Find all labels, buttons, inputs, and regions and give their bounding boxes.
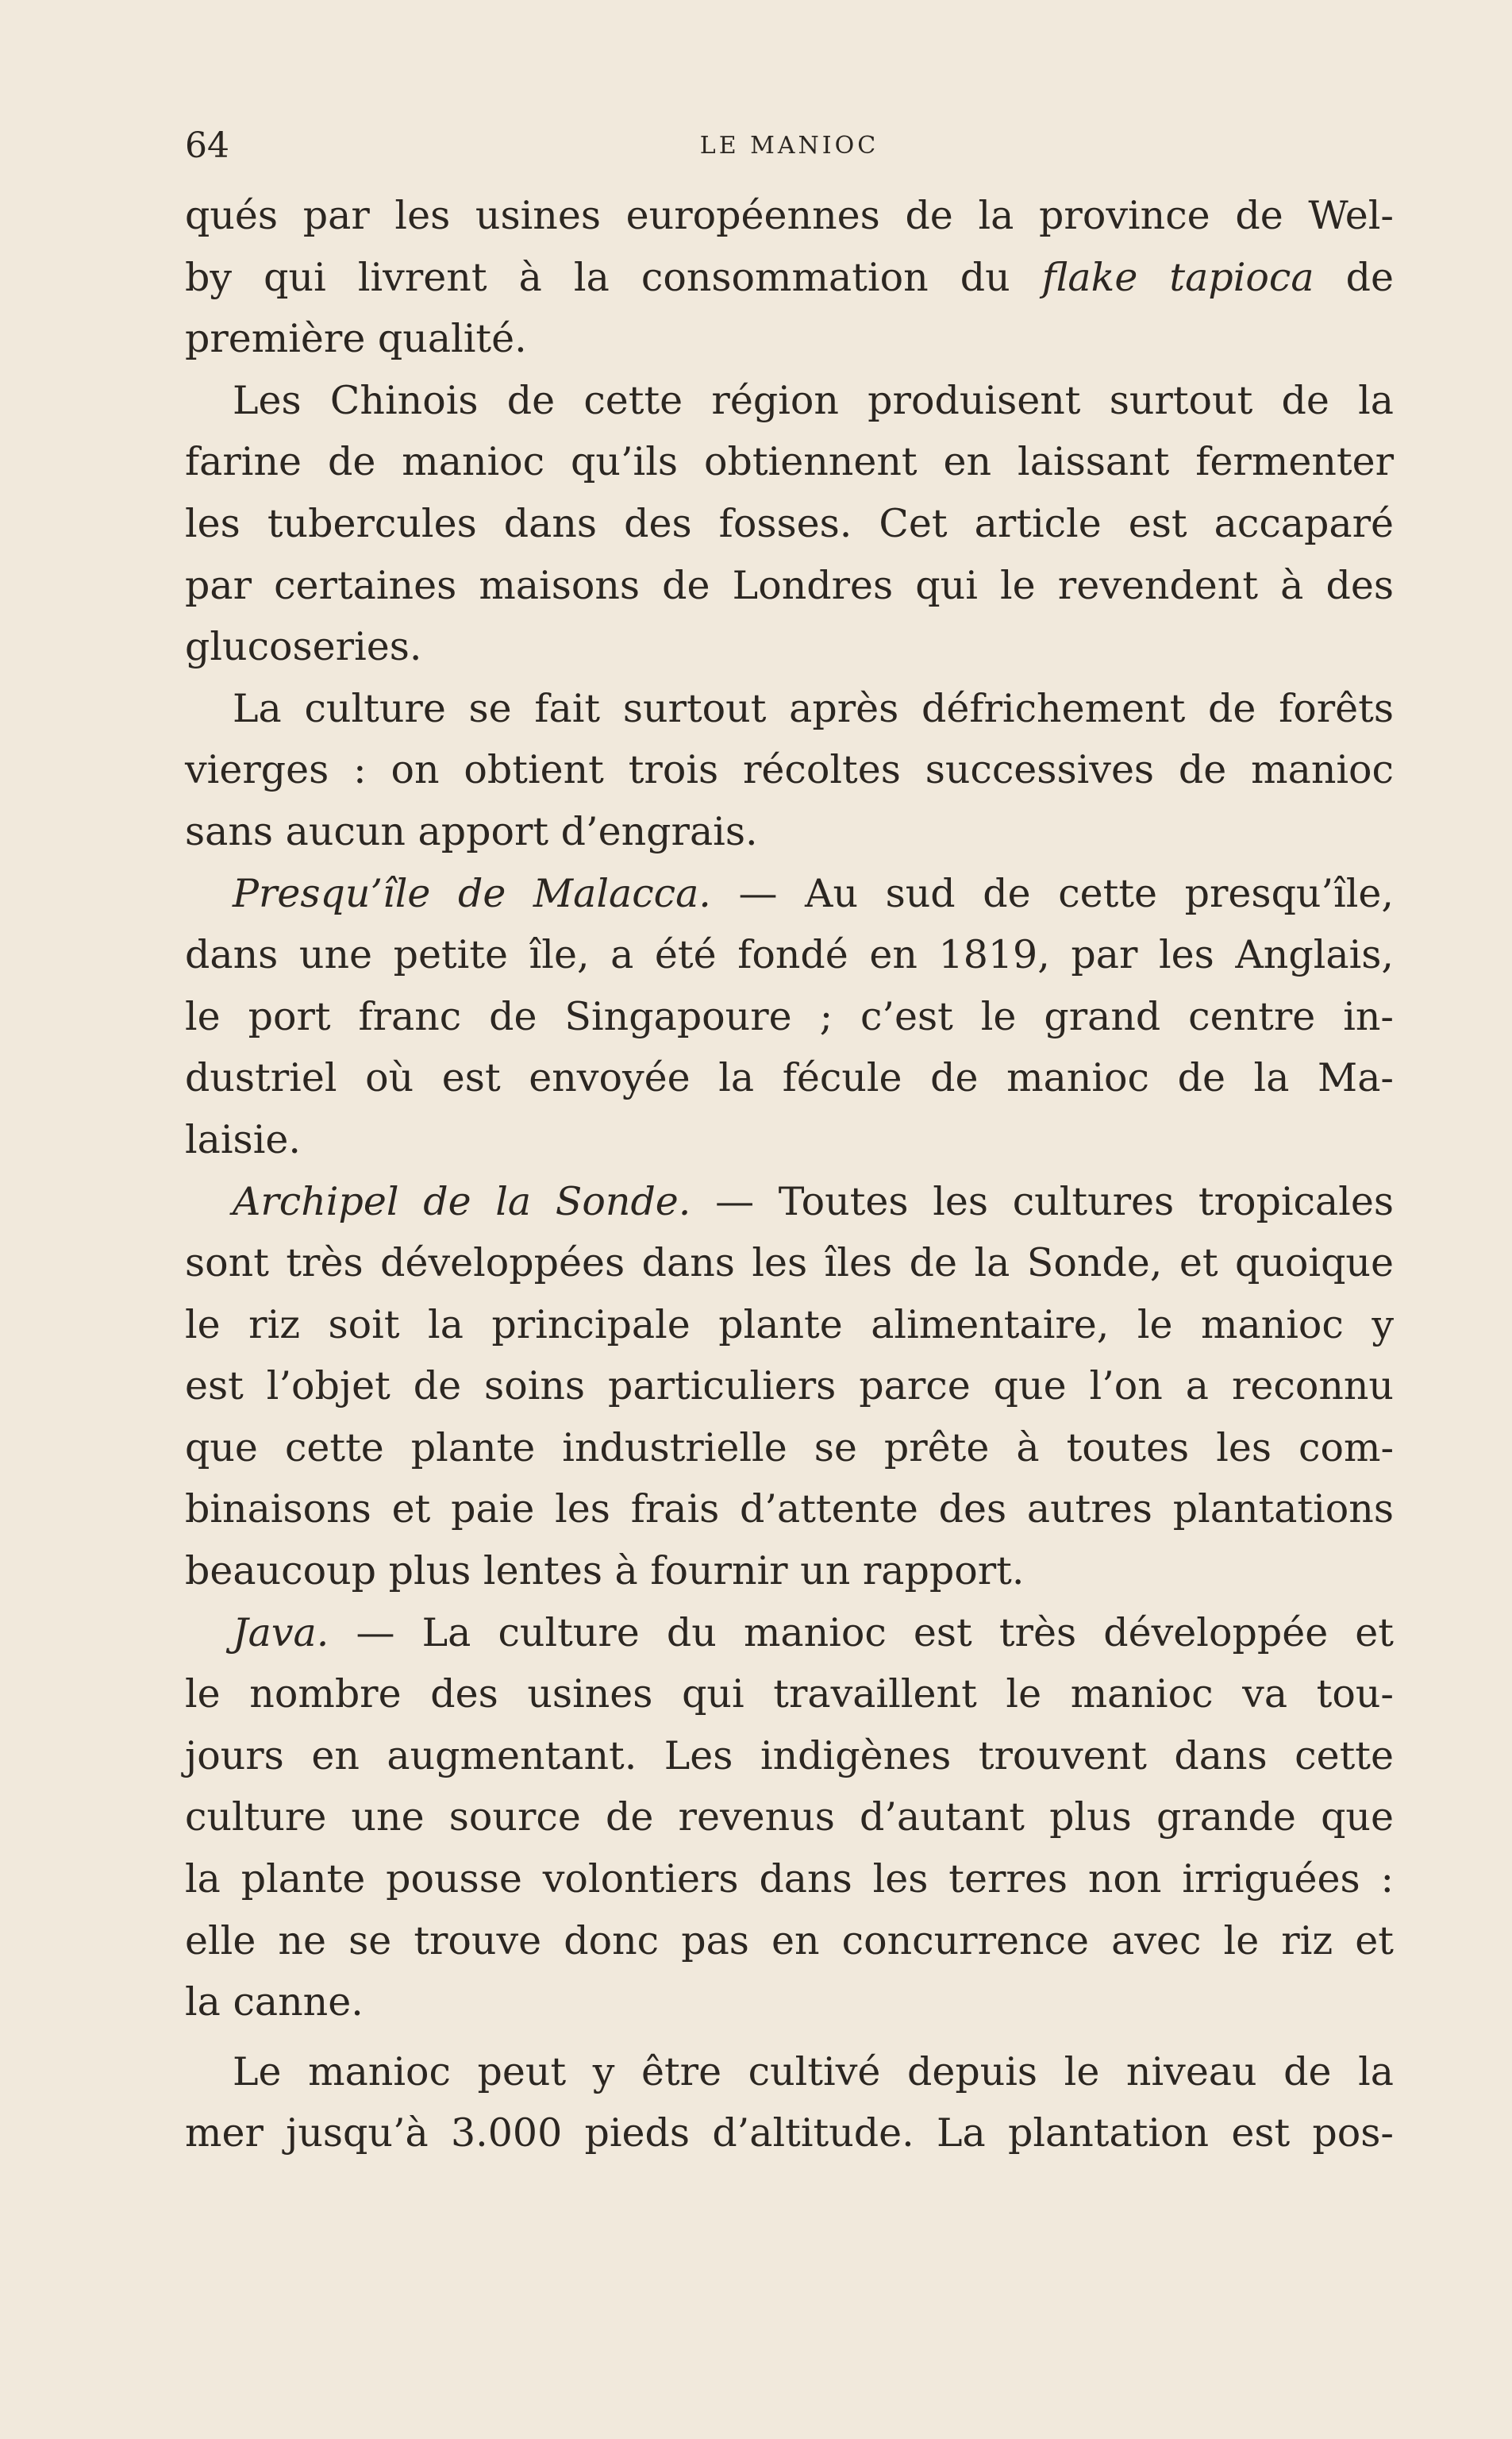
text-line: mer jusqu’à 3.000 pieds d’altitude. La plantation est pos- bbox=[185, 2110, 1394, 2156]
text-line: les tubercules dans des fosses. Cet article est accaparé bbox=[185, 500, 1394, 546]
text-segment: by qui livrent à la consommation du bbox=[185, 254, 1042, 300]
text-line: est l’objet de soins particuliers parce que l’on a reconnu bbox=[185, 1363, 1394, 1409]
text-line bbox=[185, 247, 1394, 309]
page-number: 64 bbox=[185, 125, 229, 166]
section-heading: Archipel de la Sonde. bbox=[233, 1178, 691, 1224]
text-line: le riz soit la principale plante alimentaire, le manioc y bbox=[185, 1301, 1394, 1347]
text-segment: de bbox=[1314, 254, 1394, 300]
section-heading: Java. bbox=[233, 1609, 329, 1655]
paragraph-4 bbox=[185, 863, 1394, 1171]
text-line: sans aucun apport d’engrais. bbox=[185, 808, 758, 854]
text-segment: — La culture du manioc est très développée et bbox=[329, 1609, 1394, 1655]
text-line: que cette plante industrielle se prête à toutes les com- bbox=[185, 1424, 1394, 1470]
text-segment: — Au sud de cette presqu’île, bbox=[710, 870, 1394, 916]
paragraph-7 bbox=[185, 2041, 1394, 2164]
running-title: LE MANIOC bbox=[699, 132, 879, 160]
text-line: la plante pousse volontiers dans les terres non irriguées : bbox=[185, 1856, 1394, 1902]
paragraph-2 bbox=[185, 370, 1394, 678]
text-line: elle ne se trouve donc pas en concurrence avec le riz et bbox=[185, 1917, 1394, 1963]
text-line: laisie. bbox=[185, 1116, 301, 1162]
paragraph-6 bbox=[185, 1602, 1394, 2033]
text-line: beaucoup plus lentes à fournir un rapport. bbox=[185, 1548, 1025, 1594]
text-line: glucoseries. bbox=[185, 624, 422, 670]
text-line: vierges : on obtient trois récoltes successives de manioc bbox=[185, 747, 1394, 793]
text-line: le nombre des usines qui travaillent le manioc va tou- bbox=[185, 1671, 1394, 1717]
text-line: Le manioc peut y être cultivé depuis le niveau de la bbox=[233, 2048, 1394, 2094]
page-body bbox=[185, 185, 1394, 2164]
italic-term: flake tapioca bbox=[1041, 254, 1314, 300]
text-line: binaisons et paie les frais d’attente des autres plantations bbox=[185, 1486, 1394, 1532]
text-line: dustriel où est envoyée la fécule de manioc de la Ma- bbox=[185, 1055, 1394, 1101]
text-line: La culture se fait surtout après défrichement de forêts bbox=[233, 685, 1394, 731]
text-line: la canne. bbox=[185, 1979, 364, 2025]
text-line: qués par les usines européennes de la province de Wel- bbox=[185, 193, 1394, 238]
paragraph-3 bbox=[185, 678, 1394, 863]
text-segment: — Toutes les cultures tropicales bbox=[691, 1178, 1394, 1224]
text-line: farine de manioc qu’ils obtiennent en laissant fermenter bbox=[185, 439, 1394, 485]
text-line: jours en augmentant. Les indigènes trouvent dans cette bbox=[185, 1732, 1394, 1778]
text-line: sont très développées dans les îles de la Sonde, et quoique bbox=[185, 1240, 1394, 1286]
paragraph-5 bbox=[185, 1171, 1394, 1602]
text-line: le port franc de Singapoure ; c’est le grand centre in- bbox=[185, 993, 1394, 1039]
text-line: première qualité. bbox=[185, 316, 527, 362]
paragraph-1 bbox=[185, 185, 1394, 370]
text-line bbox=[185, 863, 1394, 925]
text-line bbox=[185, 1171, 1394, 1233]
text-line: Les Chinois de cette région produisent surtout de la bbox=[233, 377, 1394, 423]
text-line bbox=[185, 1602, 1394, 1664]
page-header bbox=[185, 125, 1394, 173]
section-heading: Presqu’île de Malacca. bbox=[233, 870, 711, 916]
text-line: dans une petite île, a été fondé en 1819, par les Anglais, bbox=[185, 932, 1394, 978]
text-line: par certaines maisons de Londres qui le revendent à des bbox=[185, 562, 1394, 608]
text-line: culture une source de revenus d’autant plus grande que bbox=[185, 1794, 1394, 1840]
